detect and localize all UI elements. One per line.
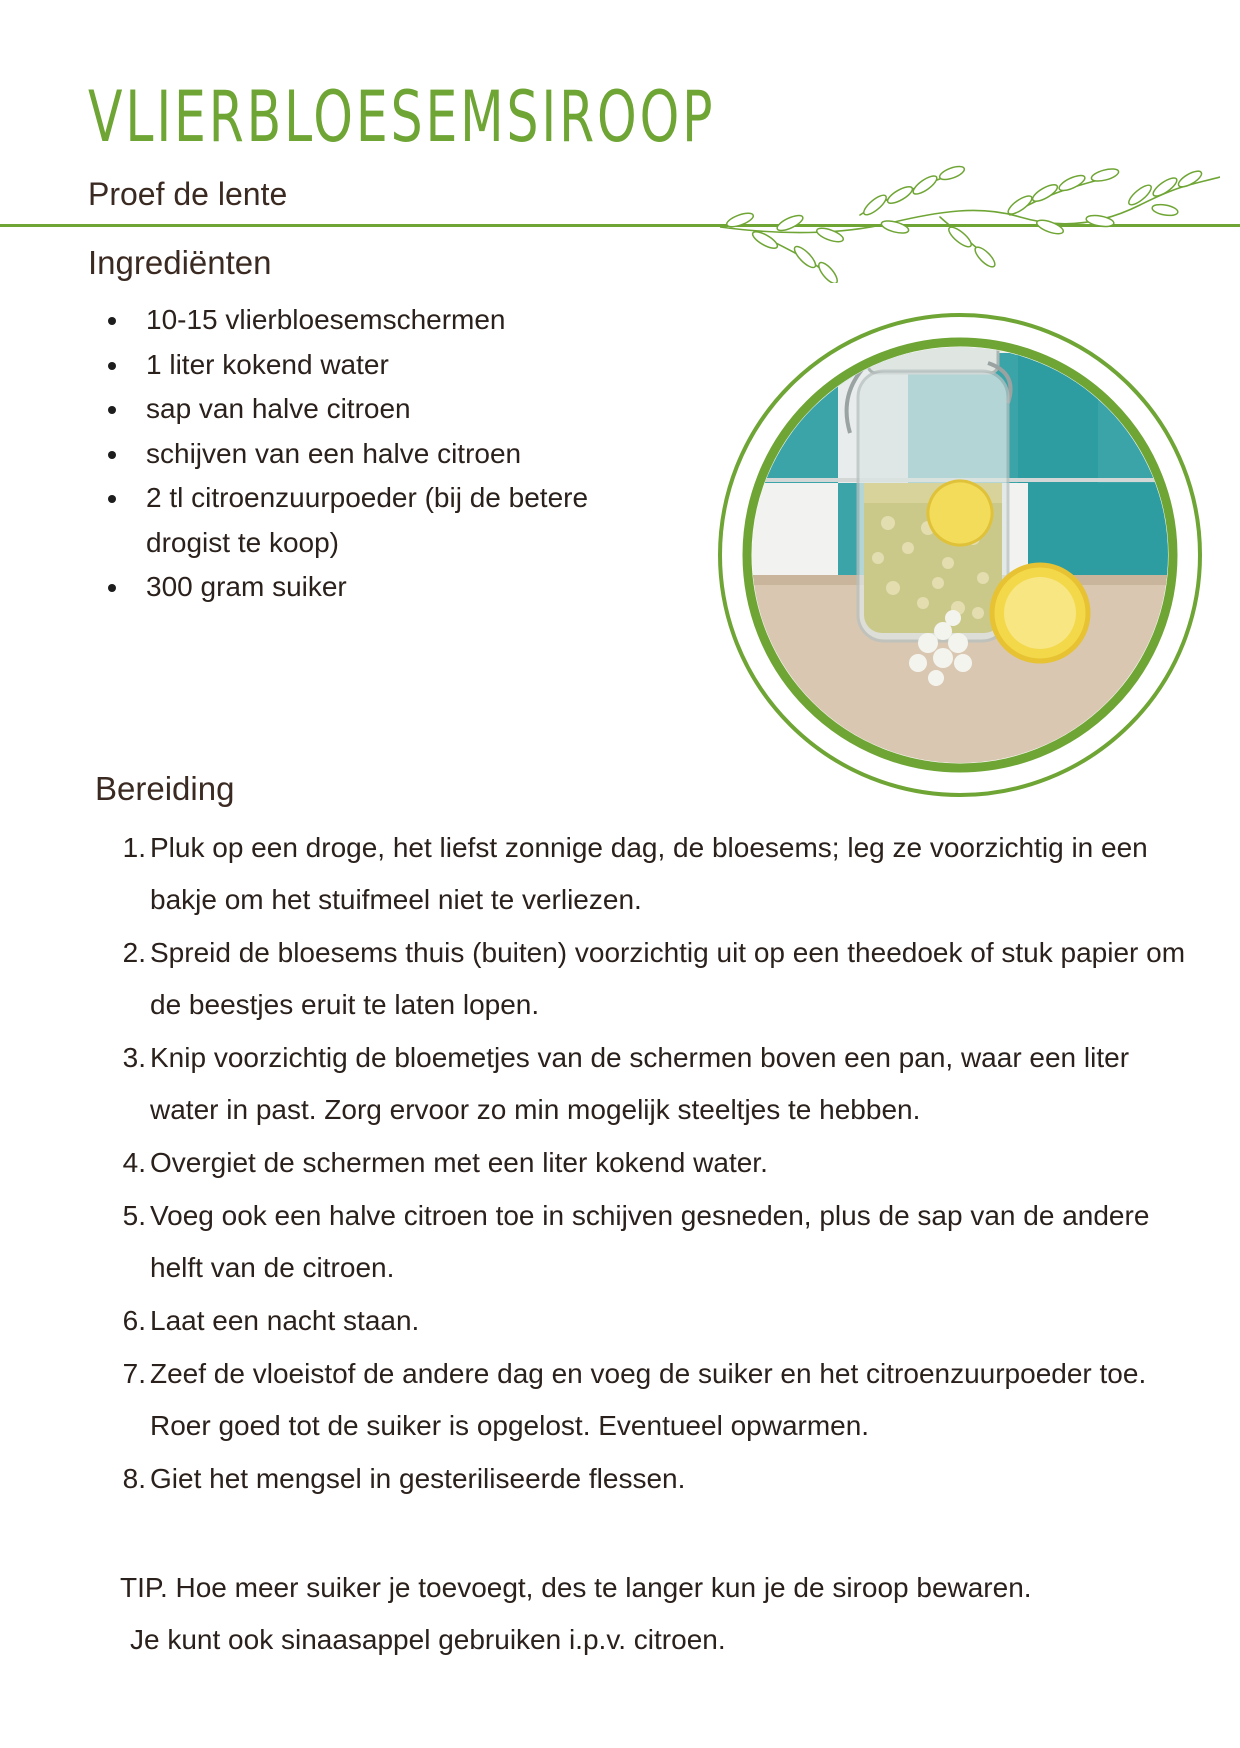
step-text: Spreid de bloesems thuis (buiten) voorzichtig uit op een theedoek of stuk papier om de beestjes eruit te laten lopen. bbox=[150, 937, 1186, 1020]
ingredients-list bbox=[100, 298, 660, 610]
preparation-heading: Bereiding bbox=[95, 770, 235, 807]
step-text: Voeg ook een halve citroen toe in schijven gesneden, plus de sap van de andere helft van de citroen. bbox=[150, 1200, 1150, 1283]
tip-line: TIP. Hoe meer suiker je toevoegt, des te langer kun je de siroop bewaren. bbox=[120, 1572, 1032, 1603]
list-item bbox=[110, 1348, 1190, 1452]
list-item bbox=[110, 1032, 1190, 1136]
step-text: Pluk op een droge, het liefst zonnige dag, de bloesems; leg ze voorzichtig in een bakje om het stuifmeel niet te verliezen. bbox=[150, 832, 1148, 915]
page-title: VLIERBLOESEMSIROOP bbox=[88, 76, 716, 158]
list-item bbox=[110, 1453, 1190, 1505]
list-item bbox=[110, 927, 1190, 1031]
step-number: 4. bbox=[122, 1147, 146, 1178]
list-item bbox=[110, 1190, 1190, 1294]
step-number: 3. bbox=[122, 1042, 146, 1073]
list-item: 300 gram suiker bbox=[100, 565, 660, 610]
list-item bbox=[110, 822, 1190, 926]
ingredients-heading: Ingrediënten bbox=[88, 244, 272, 281]
list-item: schijven van een halve citroen bbox=[100, 432, 660, 477]
subtitle: Proef de lente bbox=[88, 176, 288, 212]
step-number: 6. bbox=[122, 1305, 146, 1336]
step-text: Overgiet de schermen met een liter kokend water. bbox=[150, 1147, 768, 1178]
list-item: 1 liter kokend water bbox=[100, 343, 660, 388]
step-number: 2. bbox=[122, 937, 146, 968]
step-text: Knip voorzichtig de bloemetjes van de schermen boven een pan, waar een liter water in past. Zorg ervoor zo min mogelijk steeltjes te hebben. bbox=[150, 1042, 1130, 1125]
step-number: 8. bbox=[122, 1463, 146, 1494]
step-text: Laat een nacht staan. bbox=[150, 1305, 420, 1336]
list-item: 2 tl citroenzuurpoeder (bij de betere drogist te koop) bbox=[100, 476, 660, 565]
preparation-steps bbox=[110, 822, 1190, 1506]
list-item bbox=[110, 1137, 1190, 1189]
list-item bbox=[110, 1295, 1190, 1347]
syrup-jar-photo bbox=[718, 313, 1202, 797]
tip-line: Je kunt ook sinaasappel gebruiken i.p.v. citroen. bbox=[130, 1624, 726, 1655]
leaf-vine-decoration bbox=[720, 165, 1220, 283]
list-item: sap van halve citroen bbox=[100, 387, 660, 432]
list-item: 10-15 vlierbloesemschermen bbox=[100, 298, 660, 343]
step-text: Zeef de vloeistof de andere dag en voeg de suiker en het citroenzuurpoeder toe. Roer goed tot de suiker is opgelost. Eventueel opwarmen. bbox=[150, 1358, 1147, 1441]
step-number: 7. bbox=[122, 1358, 146, 1389]
step-number: 5. bbox=[122, 1200, 146, 1231]
step-text: Giet het mengsel in gesteriliseerde flessen. bbox=[150, 1463, 686, 1494]
step-number: 1. bbox=[122, 832, 146, 863]
tip-note bbox=[120, 1562, 1032, 1666]
